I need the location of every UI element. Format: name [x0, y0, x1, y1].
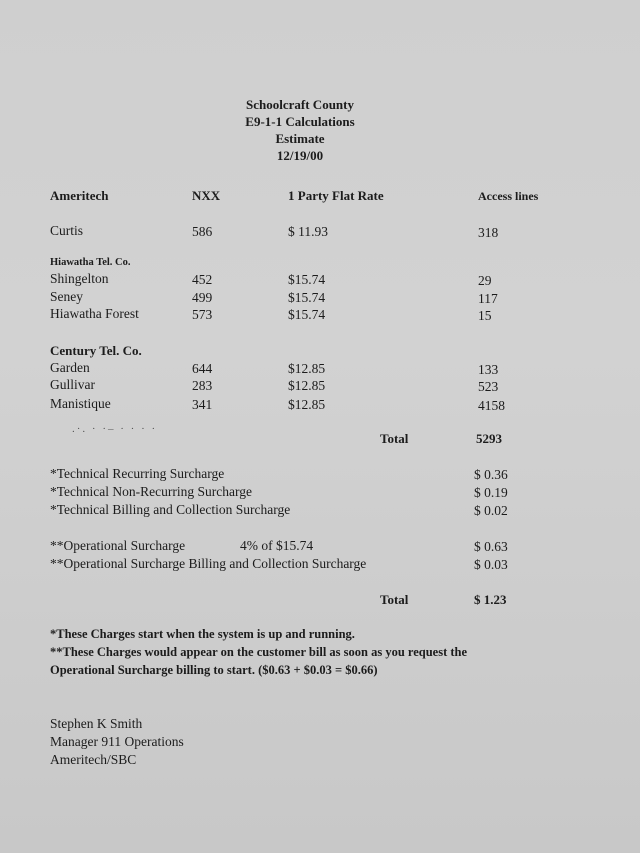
exchange-rate: $12.85: [288, 397, 326, 412]
heading-calculations: E9-1-1 Calculations: [245, 114, 355, 129]
heading-date: 12/19/00: [276, 148, 324, 163]
exchange-name: Gullivar: [50, 377, 95, 392]
surcharge-value: $ 0.36: [474, 467, 508, 482]
col-header-company: Ameritech: [50, 188, 109, 203]
exchange-nxx: 283: [192, 378, 213, 393]
exchange-lines: 117: [478, 291, 498, 306]
exchange-nxx: 644: [192, 361, 213, 376]
exchange-name: Curtis: [50, 223, 84, 238]
exchange-rate: $12.85: [288, 378, 326, 393]
surcharge-value: $ 0.63: [474, 539, 508, 554]
exchange-lines: 15: [478, 308, 492, 323]
heading-county: Schoolcraft County: [246, 97, 354, 112]
surcharge-label: *Technical Recurring Surcharge: [50, 466, 225, 481]
note-operational-billing: Operational Surcharge billing to start. ($0.63 + $0.03 = $0.66): [50, 663, 378, 677]
exchange-nxx: 341: [192, 397, 213, 412]
exchange-lines: 4158: [478, 398, 505, 413]
exchange-nxx: 499: [192, 290, 213, 305]
exchange-name: Hiawatha Forest: [50, 306, 139, 321]
surcharge-label: **Operational Surcharge Billing and Collection Surcharge: [50, 556, 367, 571]
surcharge-label: **Operational Surcharge: [50, 538, 186, 553]
lines-total-value: 5293: [476, 431, 502, 446]
surcharge-value: $ 0.03: [474, 557, 508, 572]
surcharge-label: *Technical Billing and Collection Surcharge: [50, 502, 291, 517]
exchange-lines: 523: [478, 379, 499, 394]
exchange-rate: $15.74: [288, 272, 326, 287]
exchange-name: Garden: [50, 360, 90, 375]
surcharge-value: $ 0.19: [474, 485, 508, 500]
ink-smudge: .·. · ·– · · · ·: [72, 423, 158, 435]
document-heading: [200, 96, 400, 164]
exchange-nxx: 452: [192, 272, 213, 287]
surcharge-total-value: $ 1.23: [474, 592, 507, 607]
col-header-nxx: NXX: [192, 188, 221, 203]
col-header-lines: Access lines: [478, 189, 539, 203]
exchange-lines: 318: [478, 225, 499, 240]
signature-name: Stephen K Smith: [50, 716, 143, 731]
note-start-charges: *These Charges start when the system is up and running.: [50, 627, 355, 641]
surcharge-value: $ 0.02: [474, 503, 508, 518]
company-century-label: Century Tel. Co.: [50, 343, 142, 358]
exchange-name: Shingelton: [50, 271, 109, 286]
surcharge-label: *Technical Non-Recurring Surcharge: [50, 484, 252, 499]
exchange-nxx: 573: [192, 307, 213, 322]
lines-total-label: Total: [380, 431, 409, 446]
company-hiawatha-label: Hiawatha Tel. Co.: [50, 257, 131, 268]
surcharge-note: 4% of $15.74: [240, 538, 314, 553]
signature-org: Ameritech/SBC: [50, 752, 137, 767]
note-customer-bill: **These Charges would appear on the customer bill as soon as you request the: [50, 645, 468, 659]
exchange-lines: 29: [478, 273, 492, 288]
exchange-name: Seney: [50, 289, 83, 304]
exchange-rate: $15.74: [288, 290, 326, 305]
exchange-rate: $15.74: [288, 307, 326, 322]
heading-estimate: Estimate: [275, 131, 325, 146]
exchange-rate: $ 11.93: [288, 224, 328, 239]
signature-title: Manager 911 Operations: [50, 734, 184, 749]
exchange-name: Manistique: [50, 396, 111, 411]
exchange-rate: $12.85: [288, 361, 326, 376]
exchange-lines: 133: [478, 362, 499, 377]
exchange-nxx: 586: [192, 224, 213, 239]
col-header-rate: 1 Party Flat Rate: [288, 188, 384, 203]
surcharge-total-label: Total: [380, 592, 409, 607]
